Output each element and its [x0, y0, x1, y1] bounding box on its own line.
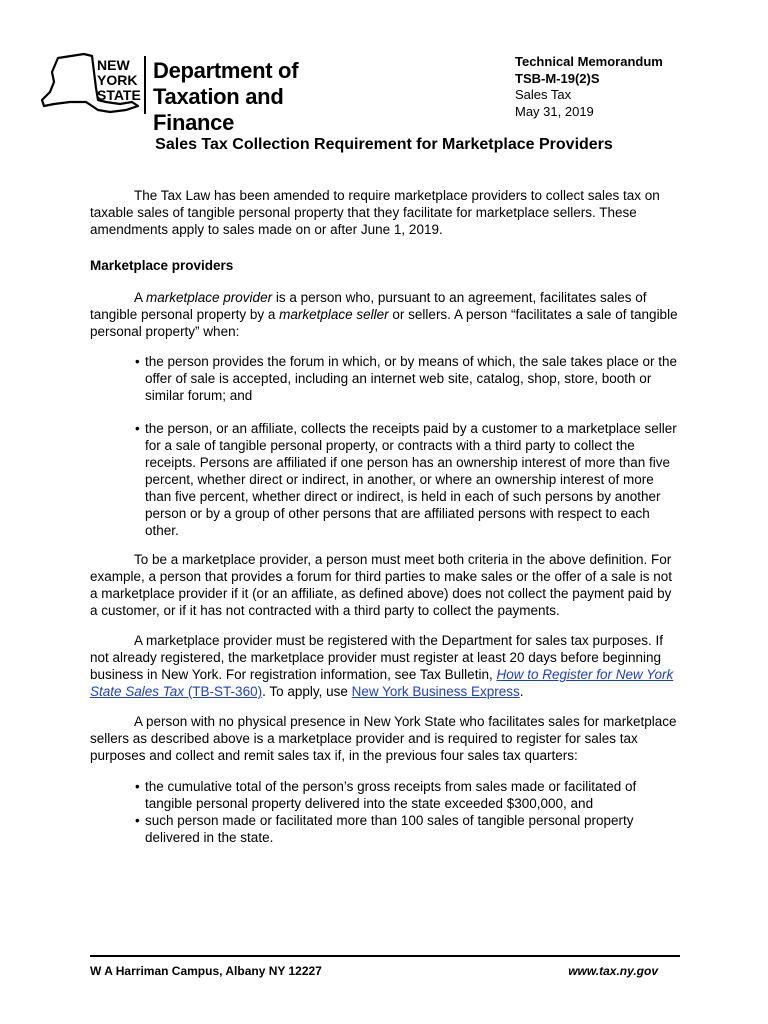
- department-name: Department of Taxation and Finance: [153, 58, 299, 135]
- criteria-bullet: • the person, or an affiliate, collects the receipts paid by a customer to a marketplace seller for a sale of tangible personal property, or contracts with a third party to collect the receipts. Persons are affiliated if one person has an ownership interest of more than five percent, whether direct or indirect, in another, or where an ownership interest of more than five percent, whether direct or indirect, is held in each of such persons by another person or by a group of other persons that are affiliated persons with respect to each other.: [135, 421, 677, 538]
- footer-address: W A Harriman Campus, Albany NY 12227: [90, 964, 322, 978]
- memo-category: Sales Tax: [515, 87, 572, 102]
- threshold-bullet: • such person made or facilitated more than 100 sales of tangible personal property delivered in the state.: [135, 813, 634, 845]
- term-marketplace-seller: marketplace seller: [279, 307, 389, 322]
- document-title: Sales Tax Collection Requirement for Marketplace Providers: [155, 136, 613, 153]
- bullet-icon: •: [135, 779, 140, 794]
- memo-info: [515, 54, 663, 120]
- bullet-icon: •: [135, 813, 140, 828]
- nys-wordmark: NEW YORK STATE: [97, 57, 141, 103]
- footer-divider: [90, 955, 680, 957]
- intro-paragraph: The Tax Law has been amended to require marketplace providers to collect sales tax on taxable sales of tangible personal property that they facilitate for marketplace sellers. These amendments apply to sales made on or after June 1, 2019.: [90, 188, 660, 237]
- definition-paragraph: A marketplace provider is a person who, pursuant to an agreement, facilitates sales of tangible personal property by a marketplace seller or sellers. A person “facilitates a sale of tangible personal property” when:: [90, 290, 678, 339]
- footer-website-link[interactable]: www.tax.ny.gov: [568, 964, 658, 978]
- tb-st-360-link[interactable]: How to Register for New York State Sales Tax (TB-ST-360): [90, 667, 674, 699]
- section-heading: Marketplace providers: [90, 258, 234, 273]
- criteria-bullet: • the person provides the forum in which, or by means of which, the sale takes place or the offer of sale is accepted, including an internet web site, catalog, shop, store, booth or similar forum; and: [135, 354, 678, 403]
- nys-tax-logo: [40, 52, 370, 135]
- criteria-paragraph: To be a marketplace provider, a person must meet both criteria in the above definition. For example, a person that provides a forum for third parties to make sales or the offer of a sale is not a marketplace provider if it (or an affiliate, as defined above) does not collect the payment paid by a customer, or if it has not contracted with a third party to collect the payments.: [90, 552, 673, 618]
- new-york-business-express-link[interactable]: New York Business Express: [351, 684, 520, 699]
- nexus-paragraph: A person with no physical presence in New York State who facilitates sales for marketplace sellers as described above is a marketplace provider and is required to register for sales tax purposes and collect and remit sales tax if, in the previous four sales tax quarters:: [90, 714, 677, 763]
- bullet-icon: •: [135, 354, 140, 369]
- logo-divider: [144, 56, 146, 114]
- memo-number: TSB-M-19(2)S: [515, 70, 600, 86]
- term-marketplace-provider: marketplace provider: [146, 290, 273, 305]
- memo-date: May 31, 2019: [515, 103, 594, 119]
- registration-paragraph: A marketplace provider must be registered with the Department for sales tax purposes. If not already registered, the marketplace provider must register at least 20 days before beginning business in New York. For registration information, see Tax Bulletin, How to Register for New York State Sales Tax (TB-ST-360). To apply, use New York Business Express.: [90, 633, 674, 699]
- memo-type: Technical Memorandum: [515, 54, 663, 69]
- threshold-bullet: • the cumulative total of the person’s gross receipts from sales made or facilitated of tangible personal property delivered into the state exceeded $300,000, and: [135, 779, 637, 811]
- bullet-icon: •: [135, 421, 140, 436]
